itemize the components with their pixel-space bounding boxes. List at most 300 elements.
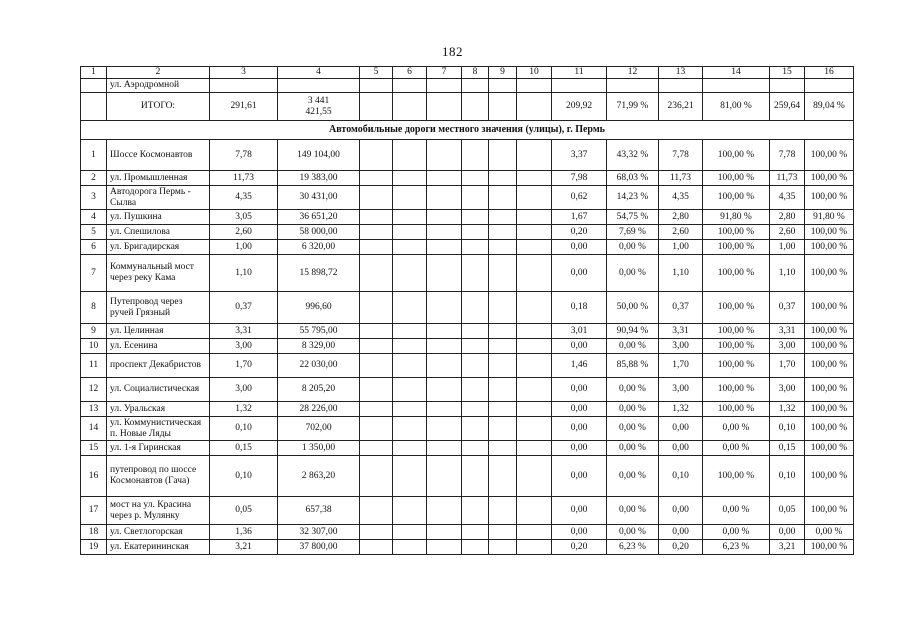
road-name: ул. 1-я Гиринская — [107, 441, 210, 456]
cell — [770, 79, 805, 93]
empty-cell — [517, 292, 552, 324]
road-name: ул. Уральская — [107, 402, 210, 417]
row-number: 2 — [81, 171, 107, 186]
total-area — [278, 93, 360, 121]
row-number: 19 — [81, 540, 107, 555]
percent-c14: 100,00 % — [703, 240, 770, 255]
value-c11: 0,00 — [552, 456, 607, 497]
value-c15: 11,73 — [770, 171, 805, 186]
percent-c12: 0,00 % — [607, 497, 659, 525]
value-c11: 0,18 — [552, 292, 607, 324]
value-c11: 0,00 — [552, 378, 607, 402]
value-c13: 4,35 — [659, 186, 703, 210]
empty-cell — [462, 378, 489, 402]
table-row — [81, 225, 854, 240]
road-area: 36 651,20 — [278, 210, 360, 225]
percent-c16: 100,00 % — [805, 240, 854, 255]
empty-cell — [517, 354, 552, 378]
total-c14: 81,00 % — [703, 93, 770, 121]
value-c13: 0,00 — [659, 525, 703, 540]
percent-c16: 100,00 % — [805, 140, 854, 171]
value-c15: 1,10 — [770, 255, 805, 292]
percent-c12: 14,23 % — [607, 186, 659, 210]
empty-cell — [393, 441, 427, 456]
column-number-cell: 15 — [770, 67, 805, 79]
empty-cell — [393, 186, 427, 210]
empty-cell — [360, 186, 393, 210]
road-length: 0,05 — [210, 497, 278, 525]
empty-cell — [489, 497, 517, 525]
table-row — [81, 354, 854, 378]
percent-c16: 100,00 % — [805, 186, 854, 210]
road-name: ул. Промышленная — [107, 171, 210, 186]
empty-cell — [489, 525, 517, 540]
road-length: 7,78 — [210, 140, 278, 171]
empty-cell — [427, 225, 462, 240]
row-number: 1 — [81, 140, 107, 171]
cell — [517, 93, 552, 121]
empty-cell — [462, 540, 489, 555]
value-c11: 3,01 — [552, 324, 607, 339]
row-number: 12 — [81, 378, 107, 402]
empty-cell — [517, 210, 552, 225]
column-number-cell: 11 — [552, 67, 607, 79]
value-c15: 2,60 — [770, 225, 805, 240]
percent-c16: 100,00 % — [805, 255, 854, 292]
road-name: ул. Бригадирская — [107, 240, 210, 255]
value-c11: 7,98 — [552, 171, 607, 186]
road-name: ул. Спешилова — [107, 225, 210, 240]
road-area: 2 863,20 — [278, 456, 360, 497]
row-number: 4 — [81, 210, 107, 225]
empty-cell — [517, 140, 552, 171]
empty-cell — [489, 456, 517, 497]
empty-cell — [360, 354, 393, 378]
percent-c12: 0,00 % — [607, 441, 659, 456]
empty-cell — [517, 324, 552, 339]
road-length: 3,05 — [210, 210, 278, 225]
empty-cell — [427, 186, 462, 210]
road-area: 657,38 — [278, 497, 360, 525]
cell — [805, 79, 854, 93]
road-name: ул. Есенина — [107, 339, 210, 354]
road-length: 3,00 — [210, 339, 278, 354]
empty-cell — [462, 339, 489, 354]
cell — [489, 79, 517, 93]
empty-cell — [393, 540, 427, 555]
road-name: ул. Целинная — [107, 324, 210, 339]
empty-cell — [517, 456, 552, 497]
empty-cell — [393, 225, 427, 240]
row-number: 9 — [81, 324, 107, 339]
road-name: ул. Пушкина — [107, 210, 210, 225]
road-length: 0,10 — [210, 417, 278, 441]
cell — [393, 79, 427, 93]
road-area: 15 898,72 — [278, 255, 360, 292]
row-number: 5 — [81, 225, 107, 240]
value-c13: 0,00 — [659, 497, 703, 525]
value-c15: 3,21 — [770, 540, 805, 555]
empty-cell — [393, 497, 427, 525]
percent-c14: 6,23 % — [703, 540, 770, 555]
empty-cell — [393, 255, 427, 292]
percent-c14: 100,00 % — [703, 186, 770, 210]
value-c11: 0,20 — [552, 225, 607, 240]
total-c16: 89,04 % — [805, 93, 854, 121]
row-number: 6 — [81, 240, 107, 255]
total-c12: 71,99 % — [607, 93, 659, 121]
value-c11: 0,00 — [552, 240, 607, 255]
empty-cell — [462, 417, 489, 441]
value-c13: 11,73 — [659, 171, 703, 186]
percent-c12: 50,00 % — [607, 292, 659, 324]
total-c13: 236,21 — [659, 93, 703, 121]
percent-c16: 100,00 % — [805, 171, 854, 186]
empty-cell — [360, 324, 393, 339]
percent-c14: 0,00 % — [703, 441, 770, 456]
percent-c12: 54,75 % — [607, 210, 659, 225]
percent-c14: 100,00 % — [703, 339, 770, 354]
table-row — [81, 402, 854, 417]
road-name: Шоссе Космонавтов — [107, 140, 210, 171]
road-area: 30 431,00 — [278, 186, 360, 210]
road-area: 37 800,00 — [278, 540, 360, 555]
column-number-cell: 2 — [107, 67, 210, 79]
table-row — [81, 210, 854, 225]
percent-c14: 100,00 % — [703, 140, 770, 171]
empty-cell — [462, 292, 489, 324]
empty-cell — [517, 255, 552, 292]
percent-c16: 91,80 % — [805, 210, 854, 225]
road-area: 8 329,00 — [278, 339, 360, 354]
empty-cell — [462, 255, 489, 292]
empty-cell — [517, 378, 552, 402]
value-c11: 0,00 — [552, 402, 607, 417]
road-name: путепровод по шоссе Космонавтов (Гача) — [107, 456, 210, 497]
percent-c14: 0,00 % — [703, 417, 770, 441]
empty-cell — [517, 525, 552, 540]
percent-c14: 100,00 % — [703, 255, 770, 292]
road-length: 0,15 — [210, 441, 278, 456]
value-c15: 3,00 — [770, 378, 805, 402]
empty-cell — [360, 417, 393, 441]
table-row — [81, 378, 854, 402]
empty-cell — [393, 525, 427, 540]
road-area: 149 104,00 — [278, 140, 360, 171]
table-row — [81, 456, 854, 497]
road-length: 1,36 — [210, 525, 278, 540]
percent-c12: 7,69 % — [607, 225, 659, 240]
section-row — [81, 121, 854, 140]
percent-c16: 100,00 % — [805, 417, 854, 441]
total-area-line1: 3 441 — [307, 95, 330, 106]
empty-cell — [489, 140, 517, 171]
empty-cell — [393, 324, 427, 339]
empty-cell — [427, 525, 462, 540]
table-row — [81, 186, 854, 210]
percent-c14: 100,00 % — [703, 402, 770, 417]
road-length: 1,00 — [210, 240, 278, 255]
percent-c12: 90,94 % — [607, 324, 659, 339]
empty-cell — [393, 456, 427, 497]
value-c13: 7,78 — [659, 140, 703, 171]
road-area: 996,60 — [278, 292, 360, 324]
carry-over-name: ул. Аэродромной — [107, 79, 210, 93]
percent-c16: 0,00 % — [805, 525, 854, 540]
road-name: проспект Декабристов — [107, 354, 210, 378]
road-name: Коммунальный мост через реку Кама — [107, 255, 210, 292]
empty-cell — [517, 339, 552, 354]
row-number: 8 — [81, 292, 107, 324]
empty-cell — [427, 140, 462, 171]
row-number: 10 — [81, 339, 107, 354]
empty-cell — [517, 186, 552, 210]
empty-cell — [427, 497, 462, 525]
empty-cell — [360, 497, 393, 525]
empty-cell — [360, 525, 393, 540]
empty-cell — [517, 441, 552, 456]
empty-cell — [489, 354, 517, 378]
percent-c14: 100,00 % — [703, 171, 770, 186]
empty-cell — [517, 240, 552, 255]
percent-c12: 0,00 % — [607, 456, 659, 497]
empty-cell — [517, 417, 552, 441]
percent-c16: 100,00 % — [805, 339, 854, 354]
value-c15: 0,15 — [770, 441, 805, 456]
empty-cell — [489, 255, 517, 292]
value-c15: 1,00 — [770, 240, 805, 255]
cell — [427, 93, 462, 121]
value-c15: 2,80 — [770, 210, 805, 225]
total-c15: 259,64 — [770, 93, 805, 121]
empty-cell — [517, 225, 552, 240]
empty-cell — [360, 456, 393, 497]
empty-cell — [393, 292, 427, 324]
road-area: 58 000,00 — [278, 225, 360, 240]
road-length: 0,10 — [210, 456, 278, 497]
empty-cell — [462, 186, 489, 210]
empty-cell — [360, 171, 393, 186]
percent-c14: 0,00 % — [703, 497, 770, 525]
value-c11: 0,00 — [552, 497, 607, 525]
row-number: 13 — [81, 402, 107, 417]
percent-c16: 100,00 % — [805, 292, 854, 324]
cell — [703, 79, 770, 93]
percent-c14: 100,00 % — [703, 324, 770, 339]
empty-cell — [427, 171, 462, 186]
empty-cell — [489, 339, 517, 354]
empty-cell — [393, 417, 427, 441]
percent-c12: 0,00 % — [607, 255, 659, 292]
percent-c16: 100,00 % — [805, 402, 854, 417]
road-area: 22 030,00 — [278, 354, 360, 378]
value-c13: 0,00 — [659, 441, 703, 456]
empty-cell — [427, 339, 462, 354]
empty-cell — [360, 540, 393, 555]
value-c13: 1,70 — [659, 354, 703, 378]
total-length: 291,61 — [210, 93, 278, 121]
roads-report-table — [80, 66, 854, 555]
road-area: 702,00 — [278, 417, 360, 441]
table-row — [81, 324, 854, 339]
cell — [360, 79, 393, 93]
percent-c16: 100,00 % — [805, 378, 854, 402]
cell — [462, 93, 489, 121]
table-row — [81, 140, 854, 171]
road-name: Автодорога Пермь - Сылва — [107, 186, 210, 210]
empty-cell — [393, 240, 427, 255]
column-number-cell: 6 — [393, 67, 427, 79]
value-c13: 0,00 — [659, 417, 703, 441]
road-length: 2,60 — [210, 225, 278, 240]
empty-cell — [489, 441, 517, 456]
empty-cell — [360, 339, 393, 354]
percent-c12: 0,00 % — [607, 525, 659, 540]
value-c15: 0,10 — [770, 456, 805, 497]
value-c11: 1,67 — [552, 210, 607, 225]
empty-cell — [462, 171, 489, 186]
road-name: Путепровод через ручей Грязный — [107, 292, 210, 324]
empty-cell — [462, 324, 489, 339]
empty-cell — [517, 171, 552, 186]
empty-cell — [462, 497, 489, 525]
empty-cell — [427, 292, 462, 324]
table-row — [81, 525, 854, 540]
percent-c14: 0,00 % — [703, 525, 770, 540]
value-c11: 0,20 — [552, 540, 607, 555]
empty-cell — [489, 186, 517, 210]
road-length: 1,32 — [210, 402, 278, 417]
empty-cell — [360, 402, 393, 417]
empty-cell — [360, 225, 393, 240]
value-c11: 1,46 — [552, 354, 607, 378]
row-number: 3 — [81, 186, 107, 210]
cell — [462, 79, 489, 93]
percent-c12: 0,00 % — [607, 339, 659, 354]
row-number: 16 — [81, 456, 107, 497]
column-number-cell: 4 — [278, 67, 360, 79]
empty-cell — [517, 497, 552, 525]
empty-cell — [393, 378, 427, 402]
table-row — [81, 339, 854, 354]
section-title: Автомобильные дороги местного значения (улицы), г. Пермь — [81, 121, 854, 140]
empty-cell — [489, 171, 517, 186]
percent-c12: 0,00 % — [607, 402, 659, 417]
road-name: ул. Екатерининская — [107, 540, 210, 555]
row-number: 15 — [81, 441, 107, 456]
road-length: 3,21 — [210, 540, 278, 555]
empty-cell — [360, 210, 393, 225]
value-c13: 3,00 — [659, 339, 703, 354]
column-number-cell: 10 — [517, 67, 552, 79]
row-number: 14 — [81, 417, 107, 441]
row-number: 11 — [81, 354, 107, 378]
row-number: 18 — [81, 525, 107, 540]
value-c11: 0,00 — [552, 441, 607, 456]
value-c11: 0,00 — [552, 339, 607, 354]
empty-cell — [489, 540, 517, 555]
cell — [517, 79, 552, 93]
road-area: 1 350,00 — [278, 441, 360, 456]
empty-cell — [393, 171, 427, 186]
empty-cell — [427, 324, 462, 339]
percent-c16: 100,00 % — [805, 225, 854, 240]
value-c15: 3,31 — [770, 324, 805, 339]
empty-cell — [427, 255, 462, 292]
percent-c16: 100,00 % — [805, 441, 854, 456]
table-row — [81, 441, 854, 456]
empty-cell — [393, 140, 427, 171]
percent-c14: 100,00 % — [703, 378, 770, 402]
percent-c14: 100,00 % — [703, 354, 770, 378]
value-c13: 1,00 — [659, 240, 703, 255]
value-c13: 0,10 — [659, 456, 703, 497]
table-row — [81, 240, 854, 255]
empty-cell — [462, 140, 489, 171]
value-c11: 0,00 — [552, 417, 607, 441]
total-area-line2: 421,55 — [305, 106, 332, 117]
table-row — [81, 497, 854, 525]
value-c11: 0,00 — [552, 525, 607, 540]
percent-c16: 100,00 % — [805, 456, 854, 497]
empty-cell — [462, 456, 489, 497]
road-area: 6 320,00 — [278, 240, 360, 255]
empty-cell — [360, 441, 393, 456]
table-row — [81, 292, 854, 324]
row-number: 7 — [81, 255, 107, 292]
empty-cell — [489, 210, 517, 225]
road-length: 0,37 — [210, 292, 278, 324]
cell — [659, 79, 703, 93]
percent-c14: 100,00 % — [703, 225, 770, 240]
column-number-cell: 9 — [489, 67, 517, 79]
percent-c14: 91,80 % — [703, 210, 770, 225]
percent-c12: 85,88 % — [607, 354, 659, 378]
empty-cell — [393, 339, 427, 354]
road-length: 3,31 — [210, 324, 278, 339]
value-c15: 7,78 — [770, 140, 805, 171]
value-c13: 1,10 — [659, 255, 703, 292]
percent-c16: 100,00 % — [805, 540, 854, 555]
empty-cell — [427, 540, 462, 555]
empty-cell — [489, 402, 517, 417]
empty-cell — [462, 525, 489, 540]
empty-cell — [517, 540, 552, 555]
cell — [210, 79, 278, 93]
empty-cell — [489, 378, 517, 402]
table-row — [81, 171, 854, 186]
cell — [552, 79, 607, 93]
empty-cell — [489, 292, 517, 324]
column-number-cell: 7 — [427, 67, 462, 79]
road-length: 1,70 — [210, 354, 278, 378]
value-c15: 0,05 — [770, 497, 805, 525]
empty-cell — [427, 402, 462, 417]
empty-cell — [360, 378, 393, 402]
percent-c14: 100,00 % — [703, 456, 770, 497]
road-name: ул. Коммунистическая п. Новые Ляды — [107, 417, 210, 441]
empty-cell — [427, 210, 462, 225]
percent-c12: 0,00 % — [607, 378, 659, 402]
empty-cell — [360, 255, 393, 292]
empty-cell — [360, 240, 393, 255]
column-number-cell: 8 — [462, 67, 489, 79]
road-length: 1,10 — [210, 255, 278, 292]
cell — [81, 79, 107, 93]
road-area: 32 307,00 — [278, 525, 360, 540]
column-number-cell: 12 — [607, 67, 659, 79]
empty-cell — [489, 240, 517, 255]
